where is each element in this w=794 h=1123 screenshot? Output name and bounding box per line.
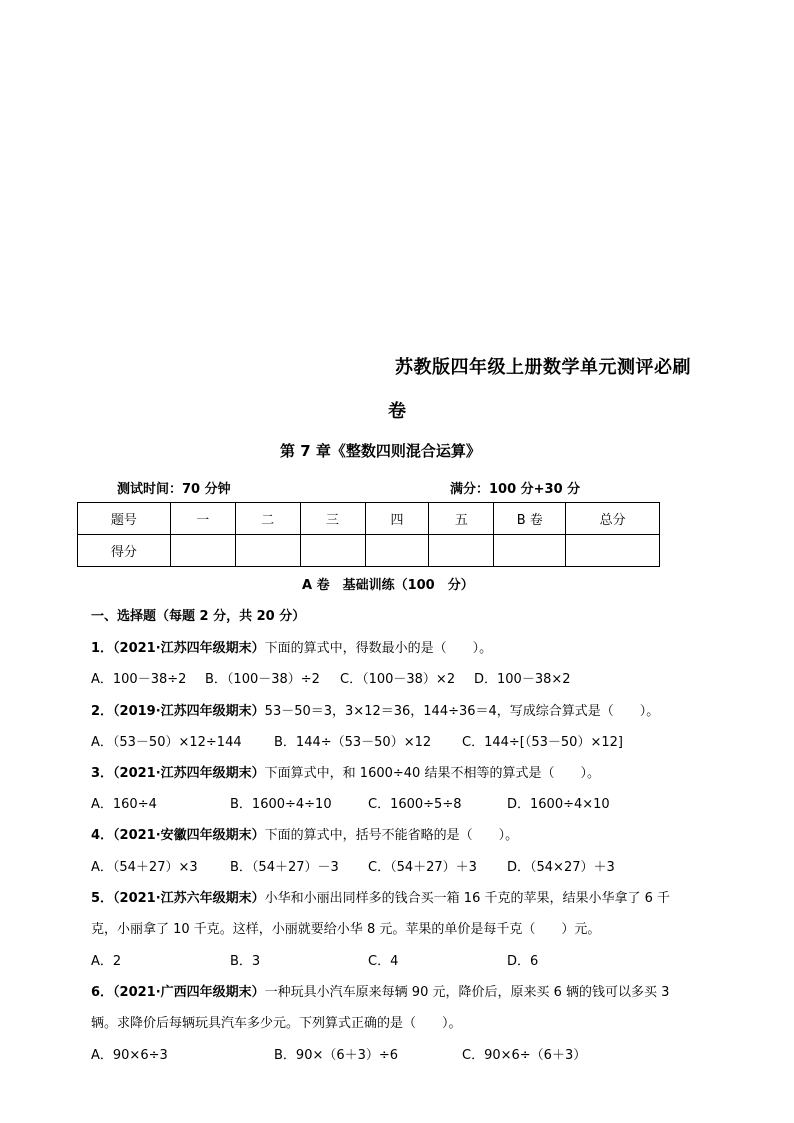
option-a: A．100－38÷2 xyxy=(91,672,187,687)
question-6 xyxy=(91,981,669,1000)
question-number: 1． xyxy=(91,641,114,656)
option-d: D．（54×27）＋3 xyxy=(507,860,615,875)
table-cell: 二 xyxy=(235,503,300,535)
option-d: D．6 xyxy=(507,954,539,969)
doc-title-line1: 苏教版四年级上册数学单元测评必刷 xyxy=(395,357,691,378)
option-c: C．90×6÷（6＋3） xyxy=(462,1048,587,1063)
option-d: D．1600÷4×10 xyxy=(507,797,610,812)
question-5-continued: 克，小丽拿了 10 千克。这样，小丽就要给小华 8 元。苹果的单价是每千克（ ）元。 xyxy=(91,922,601,937)
question-2 xyxy=(91,700,659,719)
score-table-header-row xyxy=(78,503,660,535)
question-text: 下面的算式中，得数最小的是（ ）。 xyxy=(264,641,493,656)
table-cell[interactable] xyxy=(365,535,429,567)
question-text: 下面的算式中，括号不能省略的是（ ）。 xyxy=(264,828,519,843)
question-3 xyxy=(91,762,600,781)
chapter-title: 第 7 章《整数四则混合运算》 xyxy=(280,442,481,460)
part-title: 一、选择题（每题 2 分，共 20 分） xyxy=(91,609,306,624)
table-cell: 四 xyxy=(365,503,429,535)
table-cell[interactable] xyxy=(494,535,566,567)
doc-title-line2: 卷 xyxy=(388,401,407,422)
question-1 xyxy=(91,637,492,656)
option-c: C．（54＋27）＋3 xyxy=(368,860,477,875)
option-a: A．2 xyxy=(91,954,122,969)
question-text: 一种玩具小汽车原来每辆 90 元，降价后，原来买 6 辆的钱可以多买 3 xyxy=(264,985,670,1000)
question-source: （2021·江苏四年级期末） xyxy=(113,766,265,781)
table-cell: 总分 xyxy=(566,503,660,535)
table-cell[interactable] xyxy=(170,535,235,567)
table-cell: 三 xyxy=(300,503,365,535)
question-source: （2021·安徽四年级期末） xyxy=(113,828,265,843)
question-5 xyxy=(91,887,670,906)
question-source: （2021·江苏四年级期末） xyxy=(113,641,265,656)
full-score: 满分：100 分+30 分 xyxy=(450,482,581,497)
table-cell[interactable] xyxy=(235,535,300,567)
score-table xyxy=(77,502,660,567)
question-source: （2019·江苏四年级期末） xyxy=(113,704,265,719)
question-number: 2． xyxy=(91,704,114,719)
question-6-continued: 辆。求降价后每辆玩具汽车多少元。下列算式正确的是（ ）。 xyxy=(91,1016,462,1031)
question-number: 5． xyxy=(91,891,114,906)
question-source: （2021·江苏六年级期末） xyxy=(113,891,265,906)
table-cell[interactable] xyxy=(429,535,494,567)
table-cell: 一 xyxy=(170,503,235,535)
option-c: C．144÷[（53－50）×12] xyxy=(462,735,623,750)
table-cell: 得分 xyxy=(78,535,171,567)
question-text: 小华和小丽出同样多的钱合买一箱 16 千克的苹果，结果小华拿了 6 千 xyxy=(264,891,671,906)
question-source: （2021·广西四年级期末） xyxy=(113,985,265,1000)
table-cell[interactable] xyxy=(566,535,660,567)
option-b: B．3 xyxy=(230,954,261,969)
section-title: A 卷 基础训练（100 分） xyxy=(302,578,474,593)
question-4 xyxy=(91,824,518,843)
option-b: B．1600÷4÷10 xyxy=(230,797,332,812)
score-table-score-row xyxy=(78,535,660,567)
option-a: A．90×6÷3 xyxy=(91,1048,168,1063)
option-b: B．144÷（53－50）×12 xyxy=(274,735,432,750)
question-number: 3． xyxy=(91,766,114,781)
question-number: 4． xyxy=(91,828,114,843)
test-time: 测试时间：70 分钟 xyxy=(117,482,231,497)
option-b: B．（100－38）÷2 xyxy=(205,672,320,687)
option-b: B．90×（6＋3）÷6 xyxy=(274,1048,399,1063)
option-b: B．（54＋27）－3 xyxy=(230,860,339,875)
option-c: C．4 xyxy=(368,954,399,969)
question-text: 53－50＝3，3×12＝36，144÷36＝4，写成综合算式是（ ）。 xyxy=(264,704,660,719)
table-cell: 题号 xyxy=(78,503,171,535)
option-a: A．（54＋27）×3 xyxy=(91,860,198,875)
question-text: 下面算式中，和 1600÷40 结果不相等的算式是（ ）。 xyxy=(264,766,600,781)
table-cell[interactable] xyxy=(300,535,365,567)
question-number: 6． xyxy=(91,985,114,1000)
option-c: C．1600÷5÷8 xyxy=(368,797,462,812)
option-c: C．（100－38）×2 xyxy=(340,672,456,687)
table-cell: B 卷 xyxy=(494,503,566,535)
option-d: D．100－38×2 xyxy=(474,672,571,687)
table-cell: 五 xyxy=(429,503,494,535)
option-a: A．160÷4 xyxy=(91,797,157,812)
option-a: A．（53－50）×12÷144 xyxy=(91,735,242,750)
